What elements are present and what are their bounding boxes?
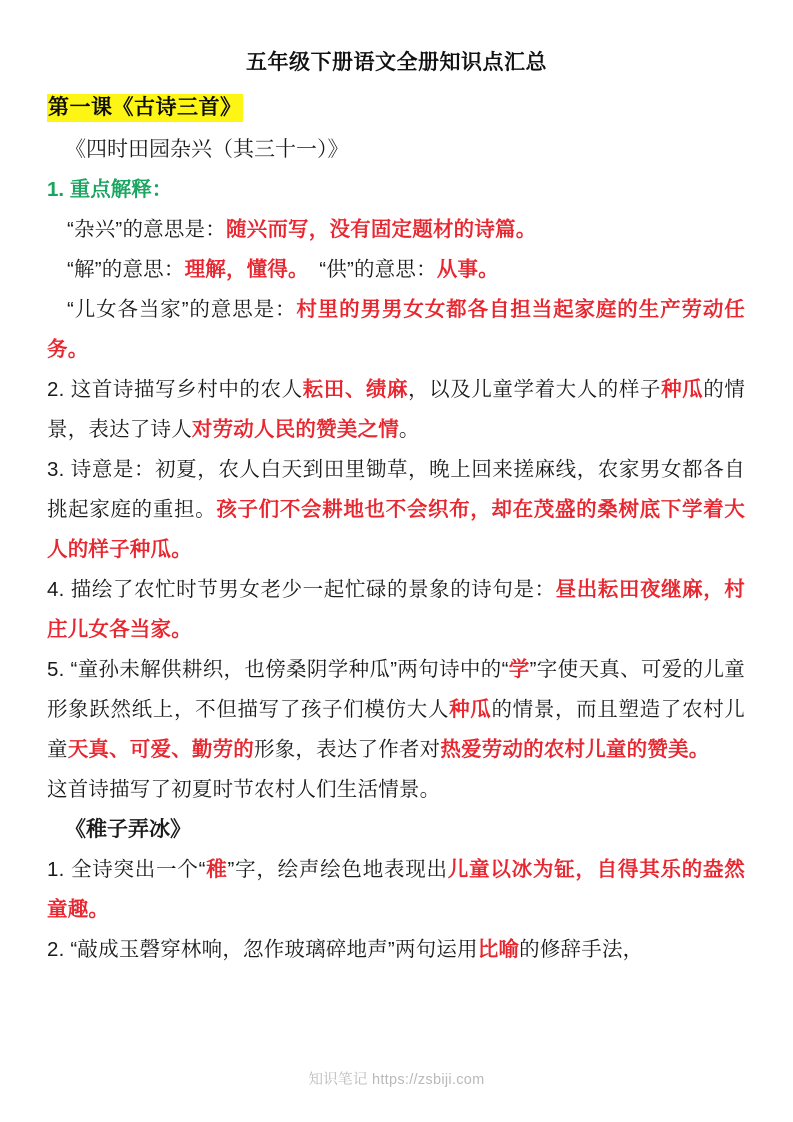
text-run: “儿女各当家”的意思是： [67,298,297,321]
highlighted-text-run: 比喻 [477,938,520,961]
lesson-heading [47,88,745,130]
note-line-item-3 [47,450,745,570]
highlighted-text-run: 天真、可爱、勤劳的 [67,738,255,761]
text-run: 4. 描绘了农忙时节男女老少一起忙碌的景象的诗句是： [47,578,556,601]
highlighted-text-run: 稚 [205,858,228,881]
poem1-notes-list [47,210,745,810]
text-run: 2. 这首诗描写乡村中的农人 [47,378,303,401]
highlighted-text-run: 理解，懂得。 [184,258,299,281]
note-line-item-4 [47,570,745,650]
highlighted-text-run: 从事。 [436,258,499,281]
highlighted-text-run: 热爱劳动的农村儿童的赞美。 [440,738,710,761]
text-run: “供”的意思： [298,258,437,281]
text-run: “杂兴”的意思是： [67,218,226,241]
highlighted-text-run: 对劳动人民的赞美之情 [191,418,399,441]
highlighted-text-run: 孩子们不会耕地也不会织布，却在茂盛的桑树底下学着大人的样子种瓜。 [47,498,745,561]
text-run: 1. 全诗突出一个“ [47,858,206,881]
note-line-explain-zaxing [47,210,745,250]
highlighted-text-run: 种瓜 [661,378,704,401]
text-run: 3. 诗意是：初夏，农人白天到田里锄草，晚上回来搓麻线，农家男女都各自挑起家庭的重担。 [47,458,745,521]
text-run: 的情景，表达了诗人 [47,378,746,441]
text-run: 的修辞手法， [519,938,644,961]
text-run: 。 [398,418,420,441]
lesson-heading-highlight: 第一课《古诗三首》 [47,94,243,122]
section-label-key-explanations: 1. 重点解释： [47,178,173,201]
highlighted-text-run: 耘田、绩麻 [302,378,409,401]
text-run: ，以及儿童学着大人的样子 [408,378,662,401]
note-line-item-2 [47,370,745,450]
text-run: 的情景，而且塑造了农村儿童 [47,698,745,761]
page-title: 五年级下册语文全册知识点汇总 [246,51,547,74]
text-run: 5. “童孙未解供耕织，也傍桑阴学种瓜”两句诗中的“ [47,658,509,681]
text-run: ”字，绘声绘色地表现出 [227,858,448,881]
text-run: 这首诗描写了初夏时节农村人们生活情景。 [47,778,441,801]
note-line-item-1 [47,850,745,930]
text-run: 2. “敲成玉磬穿林响，忽作玻璃碎地声”两句运用 [47,938,478,961]
watermark: 知识笔记 https://zsbiji.com [308,1072,485,1088]
poem-title-sishi-tianyuan: 《四时田园杂兴（其三十一）》 [65,138,349,161]
highlighted-text-run: 昼出耘田夜继麻，村庄儿女各当家。 [47,578,745,641]
note-line-explain-ernv [47,290,745,370]
note-line-explain-jie-gong [47,250,745,290]
poem2-notes-list [47,850,745,970]
text-run: ”字使天真、可爱的儿童形象跃然纸上，不但描写了孩子们模仿大人 [47,658,746,721]
highlighted-text-run: 学 [508,658,530,681]
text-run: “解”的意思： [67,258,185,281]
note-line-item-2 [47,930,745,970]
highlighted-text-run: 种瓜 [449,698,492,721]
poem-title-zhizi-nongbing: 《稚子弄冰》 [65,818,191,841]
note-line-item-5 [47,650,745,770]
highlighted-text-run: 村里的男男女女都各自担当起家庭的生产劳动任务。 [47,298,745,361]
highlighted-text-run: 儿童以冰为钲，自得其乐的盎然童趣。 [47,858,745,921]
text-run: 形象，表达了作者对 [254,738,441,761]
highlighted-text-run: 随兴而写，没有固定题材的诗篇。 [225,218,537,241]
document-body [0,88,793,970]
note-line-summary [47,770,745,810]
